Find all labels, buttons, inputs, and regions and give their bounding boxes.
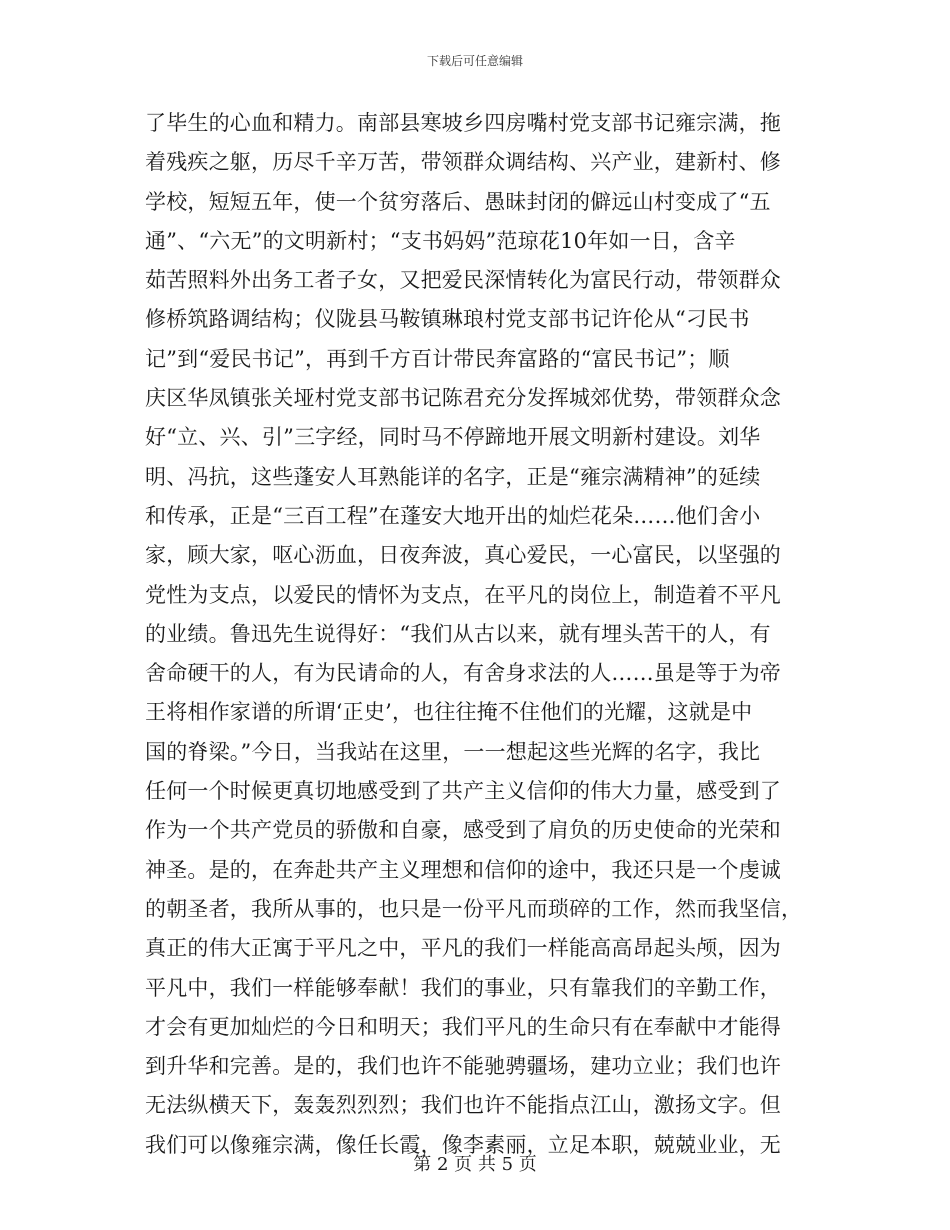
text-line: 学校，短短五年，使一个贫穷落后、愚昧封闭的僻远山村变成了“五	[145, 189, 771, 214]
text-line: 党性为支点，以爱民的情怀为支点，在平凡的岗位上，制造着不平凡	[145, 582, 781, 607]
text-line: 的业绩。鲁迅先生说得好：“我们从古以来，就有埋头苦干的人，有	[145, 621, 771, 646]
text-line: 国的脊梁。”今日，当我站在这里，一一想起这些光辉的名字，我比	[145, 739, 761, 764]
text-line: 无法纵横天下，轰轰烈烈烈；我们也许不能指点江山，激扬文字。但	[145, 1093, 781, 1118]
text-line: 王将相作家谱的所谓‘正史’，也往往掩不住他们的光耀，这就是中	[145, 700, 753, 725]
text-line: 我们可以像雍宗满，像任长霞，像李素丽，立足本职，兢兢业业，无	[145, 1132, 781, 1157]
text-line: 明、冯抗，这些蓬安人耳熟能详的名字，正是“雍宗满精神”的延续	[145, 464, 761, 489]
text-line: 了毕生的心血和精力。南部县寒坡乡四房嘴村党支部书记雍宗满，拖	[145, 111, 781, 135]
text-line: 才会有更加灿烂的今日和明天；我们平凡的生命只有在奉献中才能得	[145, 1014, 781, 1039]
page-number-footer: 第 2 页 共 5 页	[413, 1154, 537, 1175]
text-line: 的朝圣者，我所从事的，也只是一份平凡而琐碎的工作，然而我坚信，	[145, 896, 803, 921]
text-line: 好“立、兴、引”三字经，同时马不停蹄地开展文明新村建设。刘华	[145, 425, 761, 450]
text-line: 舍命硬干的人，有为民请命的人，有舍身求法的人……虽是等于为帝	[145, 661, 781, 686]
text-line: 神圣。是的，在奔赴共产主义理想和信仰的途中，我还只是一个虔诚	[145, 857, 781, 882]
text-line: 平凡中，我们一样能够奉献！我们的事业，只有靠我们的辛勤工作，	[145, 975, 781, 1000]
text-line: 和传承，正是“三百工程”在蓬安大地开出的灿烂花朵……他们舍小	[145, 503, 761, 528]
text-line: 作为一个共产党员的骄傲和自豪，感受到了肩负的历史使命的光荣和	[145, 818, 781, 843]
text-line: 家，顾大家，呕心沥血，日夜奔波，真心爱民，一心富民，以坚强的	[145, 543, 781, 568]
text-line: 记”到“爱民书记”，再到千方百计带民奔富路的“富民书记”；顺	[145, 346, 730, 371]
text-line: 着残疾之躯，历尽千辛万苦，带领群众调结构、兴产业，建新村、修	[145, 150, 781, 175]
text-line: 修桥筑路调结构；仪陇县马鞍镇琳琅村党支部书记许伦从“刁民书	[145, 307, 750, 332]
document-body	[145, 104, 810, 1165]
text-line: 任何一个时候更真切地感受到了共产主义信仰的伟大力量，感受到了	[145, 779, 781, 804]
text-line: 庆区华凤镇张关垭村党支部书记陈君充分发挥城郊优势，带领群众念	[145, 386, 781, 411]
text-line: 茹苦照料外出务工者子女，又把爱民深情转化为富民行动，带领群众	[145, 268, 781, 293]
text-line: 通”、“六无”的文明新村；“支书妈妈”范琼花10年如一日，含辛	[145, 228, 736, 253]
page-header: 下载后可任意编辑	[426, 54, 523, 68]
text-line: 真正的伟大正寓于平凡之中，平凡的我们一样能高高昂起头颅，因为	[145, 936, 781, 961]
text-line: 到升华和完善。是的，我们也许不能驰骋疆场，建功立业；我们也许	[145, 1054, 781, 1079]
